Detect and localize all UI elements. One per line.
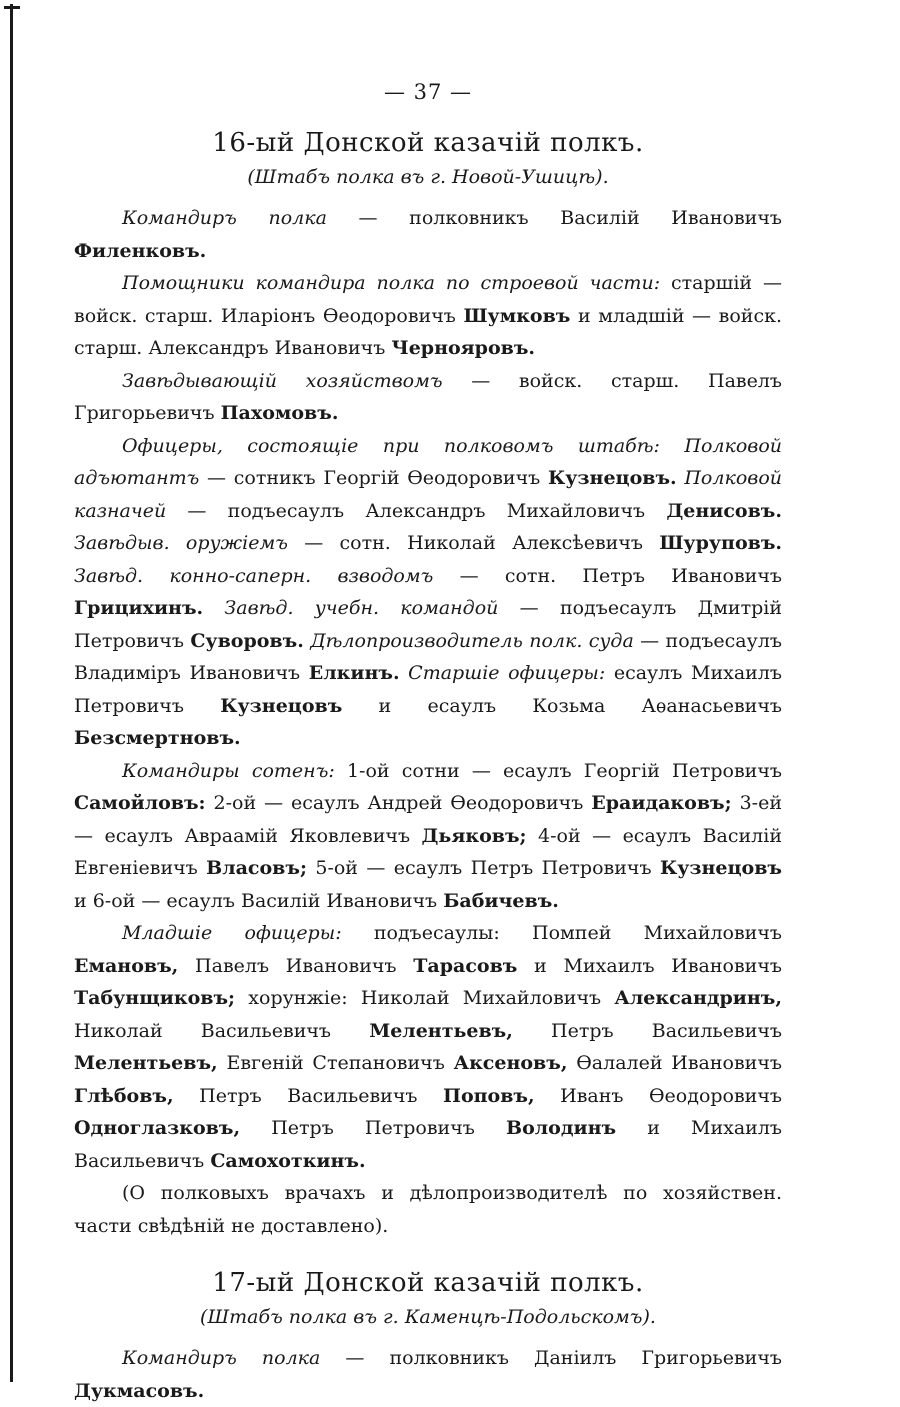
surname: Елкинъ. [308, 662, 400, 684]
paragraph-sotni-commanders: Командиры сотенъ: 1-ой сотни — есаулъ Георгій Петровичъ Самойловъ: 2-ой — есаулъ Андрей Ѳеодоровичъ Ераидаковъ; 3-ей — есаулъ Авраамій Яковлевичъ Дьяковъ; 4-ой — есаулъ Василій Евгеніевичъ Власовъ; 5-ой — есаулъ Петръ Петровичъ Кузнецовъ и 6-ой — есаулъ Василій Ивановичъ Бабичевъ. [74, 759, 782, 912]
document-page [74, 80, 782, 1407]
surname: Александринъ, [614, 987, 782, 1009]
surname: Филенковъ. [74, 239, 207, 262]
surname: Глѣбовъ, [74, 1084, 174, 1107]
section-subtitle-17: (Штабъ полка въ г. Каменцѣ-Подольскомъ). [200, 1306, 656, 1328]
surname: Кузнецовъ [659, 857, 782, 879]
surname: Тарасовъ [413, 954, 518, 977]
paragraph-note: (О полковыхъ врачахъ и дѣлопроизводителѣ по хозяйствен. части свѣдѣній не доставлено). [74, 1182, 782, 1237]
surname: Кузнецовъ. [547, 467, 677, 489]
surname: Власовъ; [206, 857, 307, 879]
label-commander: Командиръ полка [122, 207, 327, 229]
surname: Ераидаковъ; [591, 792, 732, 814]
surname: Володинъ [506, 1117, 617, 1139]
paragraph-staff-officers: Офицеры, состоящіе при полковомъ штабѣ: Полковой адъютантъ — сотникъ Георгій Ѳеодоровичъ Кузнецовъ. Полковой казначей — подъесаулъ Александръ Михайловичъ Денисовъ. Завѣдыв. оружіемъ — сотн. Николай Алексѣевичъ Шуруповъ. Завѣд. конно-саперн. взводомъ — сотн. Петръ Ивановичъ Грицихинъ. Завѣд. учебн. командой — подъесаулъ Дмитрій Петровичъ Суворовъ. Дѣлопроизводитель полк. суда — подъесаулъ Владиміръ Ивановичъ Елкинъ. Старшіе офицеры: есаулъ Михаилъ Петровичъ Кузнецовъ и есаулъ Козьма Аѳанасьевичъ Безсмертновъ. [74, 434, 783, 749]
surname: Мелентьевъ, [369, 1019, 513, 1042]
surname: Шуруповъ. [659, 532, 783, 554]
page-edge-rule [10, 4, 13, 1382]
surname: Безсмертновъ. [74, 727, 241, 749]
surname: Суворовъ. [190, 629, 304, 652]
surname: Одноглазковъ, [74, 1117, 241, 1139]
surname: Емановъ, [74, 954, 179, 977]
label-assistants: Помощники командира полка по строевой части: [122, 272, 661, 294]
surname: Самохоткинъ. [210, 1149, 366, 1172]
surname: Грицихинъ. [74, 597, 204, 619]
page-edge-rule-top [4, 6, 20, 9]
paragraph-junior-officers: Младшіе офицеры: подъесаулы: Помпей Михайловичъ Емановъ, Павелъ Ивановичъ Тарасовъ и Михаилъ Ивановичъ Табунщиковъ; хорунжіе: Николай Михайловичъ Александринъ, Николай Васильевичъ Мелентьевъ, Петръ Васильевичъ Мелентьевъ, Евгеній Степановичъ Аксеновъ, Ѳалалей Ивановичъ Глѣбовъ, Петръ Васильевичъ Поповъ, Иванъ Ѳеодоровичъ Одноглазковъ, Петръ Петровичъ Володинъ и Михаилъ Васильевичъ Самохоткинъ. [74, 922, 783, 1172]
surname: Кузнецовъ [220, 694, 343, 717]
surname: Чернояровъ. [391, 337, 536, 359]
surname: Бабичевъ. [443, 889, 559, 912]
surname: Поповъ, [443, 1084, 535, 1107]
paragraph-manager: Завѣдывающій хозяйствомъ — войск. старш. Павелъ Григорьевичъ Пахомовъ. [74, 369, 782, 424]
surname: Дьяковъ; [421, 824, 527, 847]
surname: Дукмасовъ. [74, 1379, 205, 1402]
section-title-16: 16-ый Донской казачій полкъ. [212, 128, 644, 158]
paragraph-assistants: Помощники командира полка по строевой части: старшій — войск. старш. Иларіонъ Ѳеодоровичъ Шумковъ и младшій — войск. старш. Александръ Ивановичъ Чернояровъ. [74, 272, 782, 359]
section-17 [74, 1268, 782, 1407]
page-number: — 37 — [383, 80, 473, 104]
surname: Денисовъ. [666, 499, 782, 522]
section-title-17: 17-ый Донской казачій полкъ. [212, 1268, 644, 1298]
section-subtitle-16: (Штабъ полка въ г. Новой-Ушицѣ). [247, 166, 609, 188]
surname: Пахомовъ. [220, 402, 339, 424]
paragraph-commander-17: Командиръ полка — полковникъ Даніилъ Григорьевичъ Дукмасовъ. [74, 1347, 782, 1402]
label-commander: Командиръ полка [122, 1347, 321, 1369]
surname: Шумковъ [463, 304, 571, 327]
surname: Табунщиковъ; [74, 987, 236, 1009]
paragraph-commander-16: Командиръ полка — полковникъ Василій Ивановичъ Филенковъ. [74, 207, 782, 262]
surname: Самойловъ: [74, 792, 206, 814]
surname: Мелентьевъ, [74, 1052, 218, 1074]
surname: Аксеновъ, [453, 1052, 568, 1074]
label-manager: Завѣдывающій хозяйствомъ [122, 369, 443, 392]
